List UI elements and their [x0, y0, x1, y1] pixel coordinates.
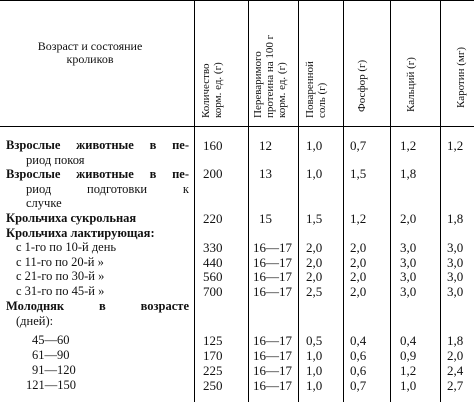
- cell-salt: 1,0: [306, 348, 323, 363]
- cell-carotene: 3,0: [447, 284, 464, 299]
- header-bottom-rule: [0, 126, 474, 127]
- cell-feed-units: 170: [203, 348, 223, 363]
- cell-feed-units: 700: [203, 284, 223, 299]
- cell-protein: 16—17: [253, 255, 292, 270]
- cell-feed-units: 440: [203, 255, 223, 270]
- header-calcium: Кальций (г): [405, 57, 417, 112]
- header-salt: Поваренной соль (г): [304, 61, 328, 118]
- cell-calcium: 1,2: [400, 363, 417, 378]
- cell-phosphorus: 2,0: [350, 269, 367, 284]
- cell-phosphorus: 2,0: [350, 240, 367, 255]
- cell-phosphorus: 0,7: [350, 138, 367, 153]
- row-label: 45—60: [32, 333, 70, 347]
- row-label: Крольчиха сукрольная: [6, 211, 137, 225]
- row-label: с 21-го по 30-й »: [16, 269, 105, 283]
- cell-protein: 16—17: [253, 363, 292, 378]
- row-label: Взрослые животные в пе-: [6, 138, 189, 152]
- cell-calcium: 3,0: [400, 284, 417, 299]
- header-protein: Переваримого протеина на 100 г корм. ед. (г): [252, 34, 288, 118]
- col-divider-5: [390, 0, 391, 402]
- row-label: 121—150: [26, 378, 76, 392]
- row-label: с 11-го по 20-й »: [16, 255, 104, 269]
- row-label: риод покоя: [26, 153, 85, 167]
- cell-carotene: 1,2: [447, 138, 464, 153]
- cell-salt: 2,0: [306, 255, 323, 270]
- cell-protein: 16—17: [253, 284, 292, 299]
- cell-salt: 2,0: [306, 269, 323, 284]
- cell-carotene: 1,8: [447, 333, 464, 348]
- cell-carotene: 2,0: [447, 348, 464, 363]
- cell-salt: 1,0: [306, 378, 323, 393]
- cell-phosphorus: 2,0: [350, 284, 367, 299]
- cell-feed-units: 225: [203, 363, 223, 378]
- cell-phosphorus: 0,7: [350, 378, 367, 393]
- cell-phosphorus: 0,6: [350, 348, 367, 363]
- row-label: Крольчиха лактирующая:: [6, 226, 155, 240]
- cell-protein: 15: [259, 211, 272, 226]
- cell-carotene: 3,0: [447, 240, 464, 255]
- cell-calcium: 0,4: [400, 333, 417, 348]
- cell-salt: 2,0: [306, 240, 323, 255]
- row-label: Взрослые животные в пе-: [6, 167, 189, 181]
- cell-protein: 16—17: [253, 378, 292, 393]
- row-label: (дней):: [16, 314, 54, 328]
- cell-protein: 12: [259, 138, 272, 153]
- cell-calcium: 1,8: [400, 166, 417, 181]
- cell-phosphorus: 2,0: [350, 255, 367, 270]
- cell-feed-units: 250: [203, 378, 223, 393]
- col-divider-2: [248, 0, 249, 402]
- cell-protein: 16—17: [253, 269, 292, 284]
- cell-salt: 1,0: [306, 166, 323, 181]
- cell-calcium: 1,0: [400, 378, 417, 393]
- cell-carotene: 2,4: [447, 363, 464, 378]
- col-divider-4: [343, 0, 344, 402]
- cell-phosphorus: 0,6: [350, 363, 367, 378]
- cell-carotene: 3,0: [447, 269, 464, 284]
- cell-calcium: 3,0: [400, 240, 417, 255]
- header-feed-units: Количество корм. ед. (г): [200, 62, 224, 118]
- row-label: риод подготовки к: [26, 182, 189, 196]
- row-label: случке: [26, 196, 62, 210]
- cell-feed-units: 160: [203, 138, 223, 153]
- cell-feed-units: 330: [203, 240, 223, 255]
- cell-feed-units: 125: [203, 333, 223, 348]
- header-age-state: Возраст и состояние кроликов: [37, 39, 143, 66]
- table-top-rule: [0, 0, 474, 1]
- cell-calcium: 3,0: [400, 269, 417, 284]
- header-carotene: Каротин (мг): [455, 46, 467, 108]
- cell-feed-units: 220: [203, 211, 223, 226]
- col-divider-6: [440, 0, 441, 402]
- row-label: 61—90: [32, 348, 70, 362]
- cell-salt: 1,0: [306, 138, 323, 153]
- cell-feed-units: 560: [203, 269, 223, 284]
- cell-calcium: 3,0: [400, 255, 417, 270]
- cell-carotene: 1,8: [447, 211, 464, 226]
- cell-salt: 2,5: [306, 284, 323, 299]
- cell-calcium: 2,0: [400, 211, 417, 226]
- row-label: с 1-го по 10-й день: [16, 240, 117, 254]
- cell-protein: 13: [259, 166, 272, 181]
- cell-calcium: 1,2: [400, 138, 417, 153]
- cell-calcium: 0,9: [400, 348, 417, 363]
- row-label: с 31-го по 45-й »: [16, 284, 105, 298]
- cell-protein: 16—17: [253, 348, 292, 363]
- cell-salt: 0,5: [306, 333, 323, 348]
- cell-carotene: 3,0: [447, 255, 464, 270]
- cell-salt: 1,5: [306, 211, 323, 226]
- cell-salt: 1,0: [306, 363, 323, 378]
- col-divider-3: [298, 0, 299, 402]
- cell-protein: 16—17: [253, 240, 292, 255]
- cell-protein: 16—17: [253, 333, 292, 348]
- header-phosphorus: Фосфор (г): [356, 59, 368, 112]
- cell-feed-units: 200: [203, 166, 223, 181]
- row-label: Молодняк в возрасте: [6, 299, 189, 313]
- cell-phosphorus: 1,5: [350, 166, 367, 181]
- cell-carotene: 2,7: [447, 378, 464, 393]
- row-label: 91—120: [32, 363, 76, 377]
- cell-phosphorus: 1,2: [350, 211, 367, 226]
- cell-phosphorus: 0,4: [350, 333, 367, 348]
